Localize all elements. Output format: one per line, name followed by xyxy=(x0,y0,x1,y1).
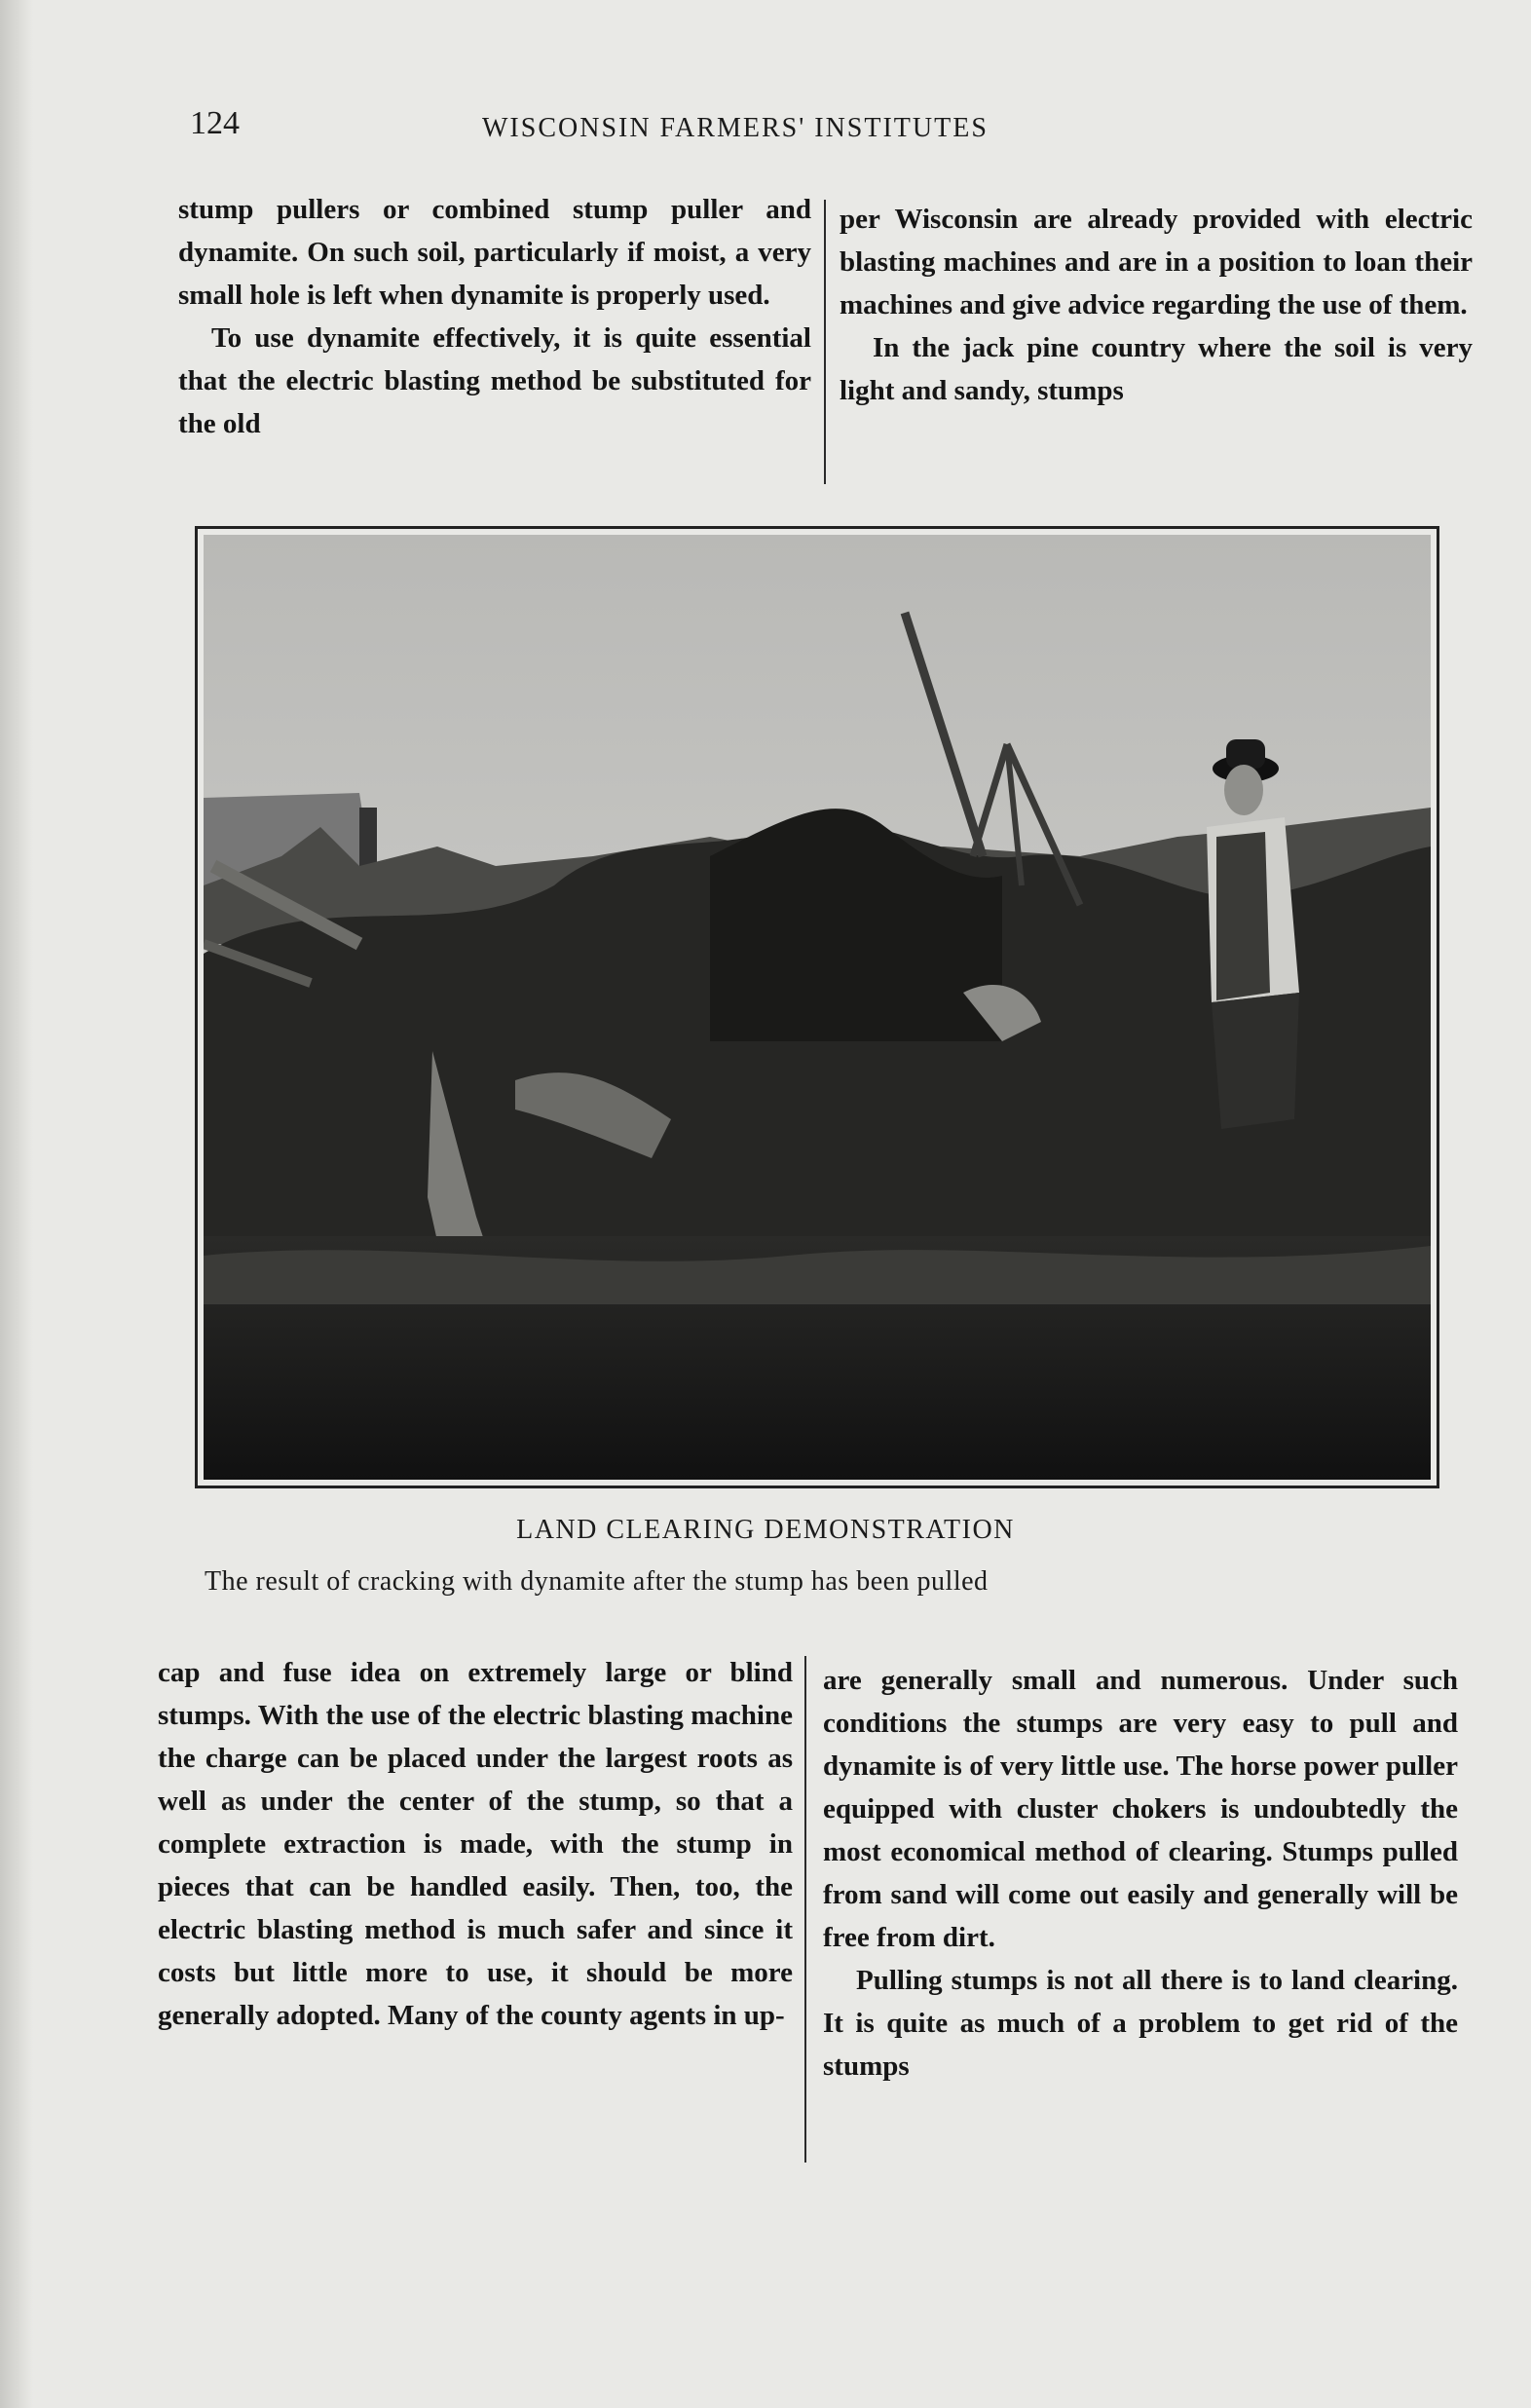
paragraph: Pulling stumps is not all there is to land clearing. It is quite as much of a problem to get rid of the stumps xyxy=(823,1965,1458,2082)
land-clearing-photo xyxy=(195,526,1439,1488)
column-divider xyxy=(804,1656,806,2163)
paragraph: To use dynamite effectively, it is quite essential that the electric blasting method be substituted for the old xyxy=(178,322,811,439)
paragraph: are generally small and numerous. Under such conditions the stumps are very easy to pull and dynamite is of very little use. The horse power puller equipped with cluster chokers is undoubtedly the most economical method of clearing. Stumps pulled from sand will come out easily and generally will be free from dirt. xyxy=(823,1665,1458,1953)
column-divider xyxy=(824,200,826,484)
figure-caption: The result of cracking with dynamite after the stump has been pulled xyxy=(205,1566,989,1597)
photo-illustration xyxy=(204,535,1431,1480)
top-left-column xyxy=(178,188,811,445)
page-number: 124 xyxy=(190,105,240,141)
page-header xyxy=(190,105,1164,154)
bottom-left-column xyxy=(158,1651,793,2037)
figure-title: LAND CLEARING DEMONSTRATION xyxy=(516,1515,1015,1545)
bottom-right-column xyxy=(823,1659,1458,2088)
running-head: WISCONSIN FARMERS' INSTITUTES xyxy=(482,113,989,143)
top-right-column xyxy=(840,198,1473,412)
page-binding-edge xyxy=(0,0,33,2408)
paragraph: stump pullers or combined stump puller and dynamite. On such soil, particularly if moist, a very small hole is left when dynamite is properly used. xyxy=(178,194,811,311)
paragraph: per Wisconsin are already provided with electric blasting machines and are in a position to loan their machines and give advice regarding the use of them. xyxy=(840,204,1473,320)
paragraph: In the jack pine country where the soil is very light and sandy, stumps xyxy=(840,332,1473,406)
paragraph: cap and fuse idea on extremely large or blind stumps. With the use of the electric blasting machine the charge can be placed under the largest roots as well as under the center of the stump, so that a complete extraction is made, with the stump in pieces that can be handled easily. Then, too, the electric blasting method is much safer and since it costs but little more to use, it should be more generally adopted. Many of the county agents in up- xyxy=(158,1657,793,2031)
